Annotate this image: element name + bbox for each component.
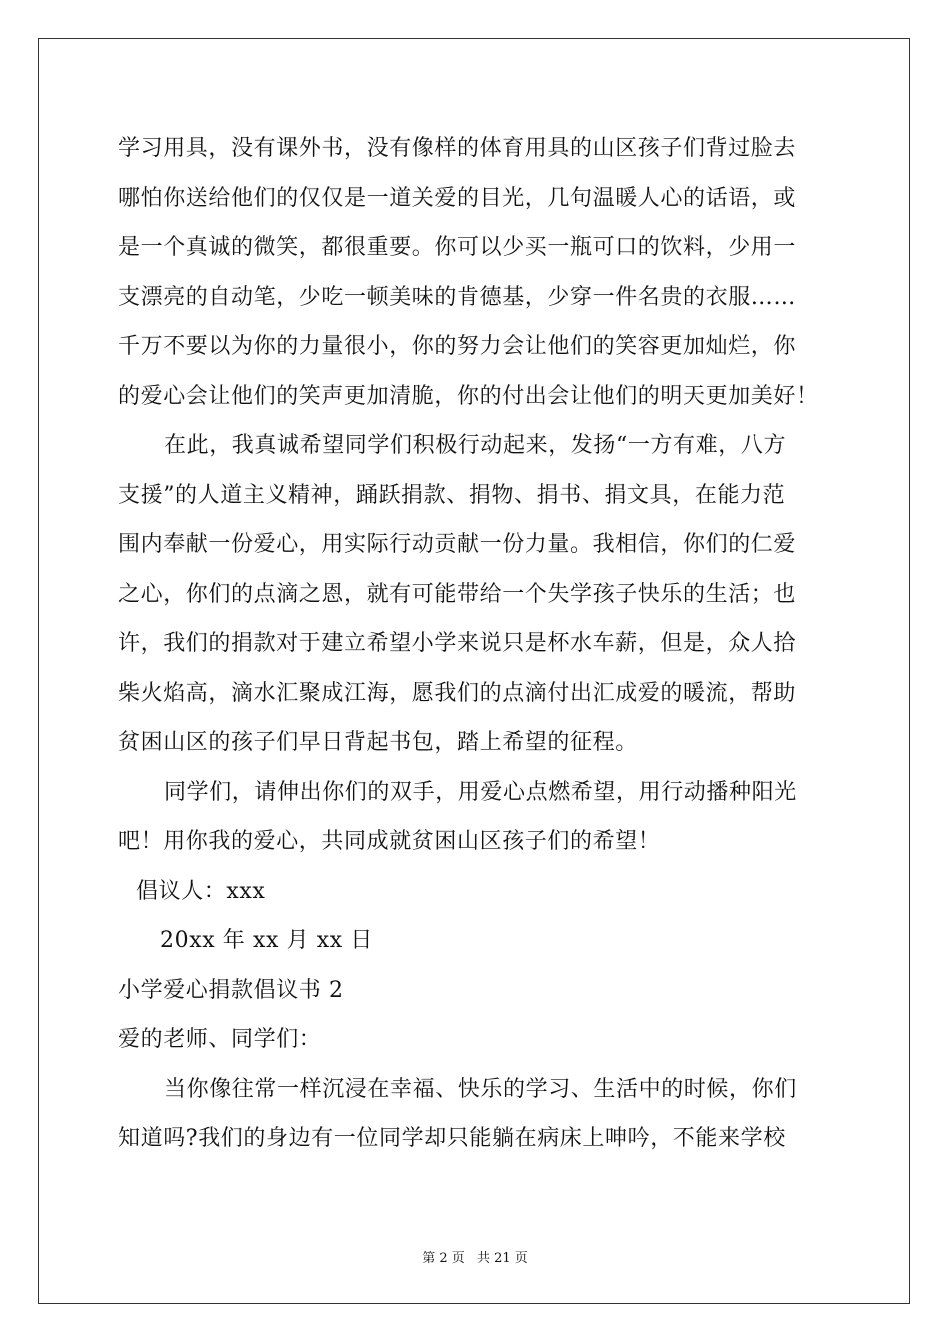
signature-proposer: 倡议人：xxx <box>136 878 266 904</box>
page-number: 第 2 页 <box>422 1251 465 1266</box>
text-line: 之心，你们的点滴之恩，就有可能带给一个失学孩子快乐的生活；也 <box>118 581 797 607</box>
text-line: 支漂亮的自动笔，少吃一顿美味的肯德基，少穿一件名贵的衣服…… <box>118 284 797 310</box>
text-line: 吧！用你我的爱心，共同成就贫困山区孩子们的希望！ <box>118 829 661 854</box>
text-line: 许，我们的捐款对于建立希望小学来说只是杯水车薪，但是，众人拾 <box>118 631 797 656</box>
text-line: 贫困山区的孩子们早日背起书包，踏上希望的征程。 <box>118 730 638 755</box>
paragraph-start-line: 当你像往常一样沉浸在幸福、快乐的学习、生活中的时候，你们 <box>164 1076 797 1102</box>
paragraph-start-line: 在此，我真诚希望同学们积极行动起来，发扬“一方有难，八方 <box>164 433 787 458</box>
greeting: 爱的老师、同学们： <box>118 1027 322 1052</box>
text-line: 学习用具，没有课外书，没有像样的体育用具的山区孩子们背过脸去 <box>118 136 797 161</box>
page-total: 共 21 页 <box>476 1251 528 1266</box>
text-line: 是一个真诚的微笑，都很重要。你可以少买一瓶可口的饮料，少用一 <box>118 235 797 260</box>
text-line: 千万不要以为你的力量很小，你的努力会让他们的笑容更加灿烂，你 <box>118 334 797 359</box>
text-line: 围内奉献一份爱心，用实际行动贡献一份力量。我相信，你们的仁爱 <box>118 532 797 557</box>
paragraph-start-line: 同学们，请伸出你们的双手，用爱心点燃希望，用行动播种阳光 <box>164 779 797 805</box>
text-line: 哪怕你送给他们的仅仅是一道关爱的目光，几句温暖人心的话语，或 <box>118 185 797 211</box>
section-title: 小学爱心捐款倡议书 2 <box>118 977 344 1003</box>
text-line: 柴火焰高，滴水汇聚成江海，愿我们的点滴付出汇成爱的暖流，帮助 <box>118 680 797 706</box>
document-body <box>118 124 834 1164</box>
page-footer <box>0 1247 950 1266</box>
text-line: 的爱心会让他们的笑声更加清脆，你的付出会让他们的明天更加美好！ <box>118 383 819 409</box>
signature-date: 20xx 年 xx 月 xx 日 <box>160 928 374 953</box>
text-line: 支援”的人道主义精神，踊跃捐款、捐物、捐书、捐文具，在能力范 <box>118 482 786 508</box>
text-line: 知道吗?我们的身边有一位同学却只能躺在病床上呻吟，不能来学校 <box>118 1126 786 1151</box>
